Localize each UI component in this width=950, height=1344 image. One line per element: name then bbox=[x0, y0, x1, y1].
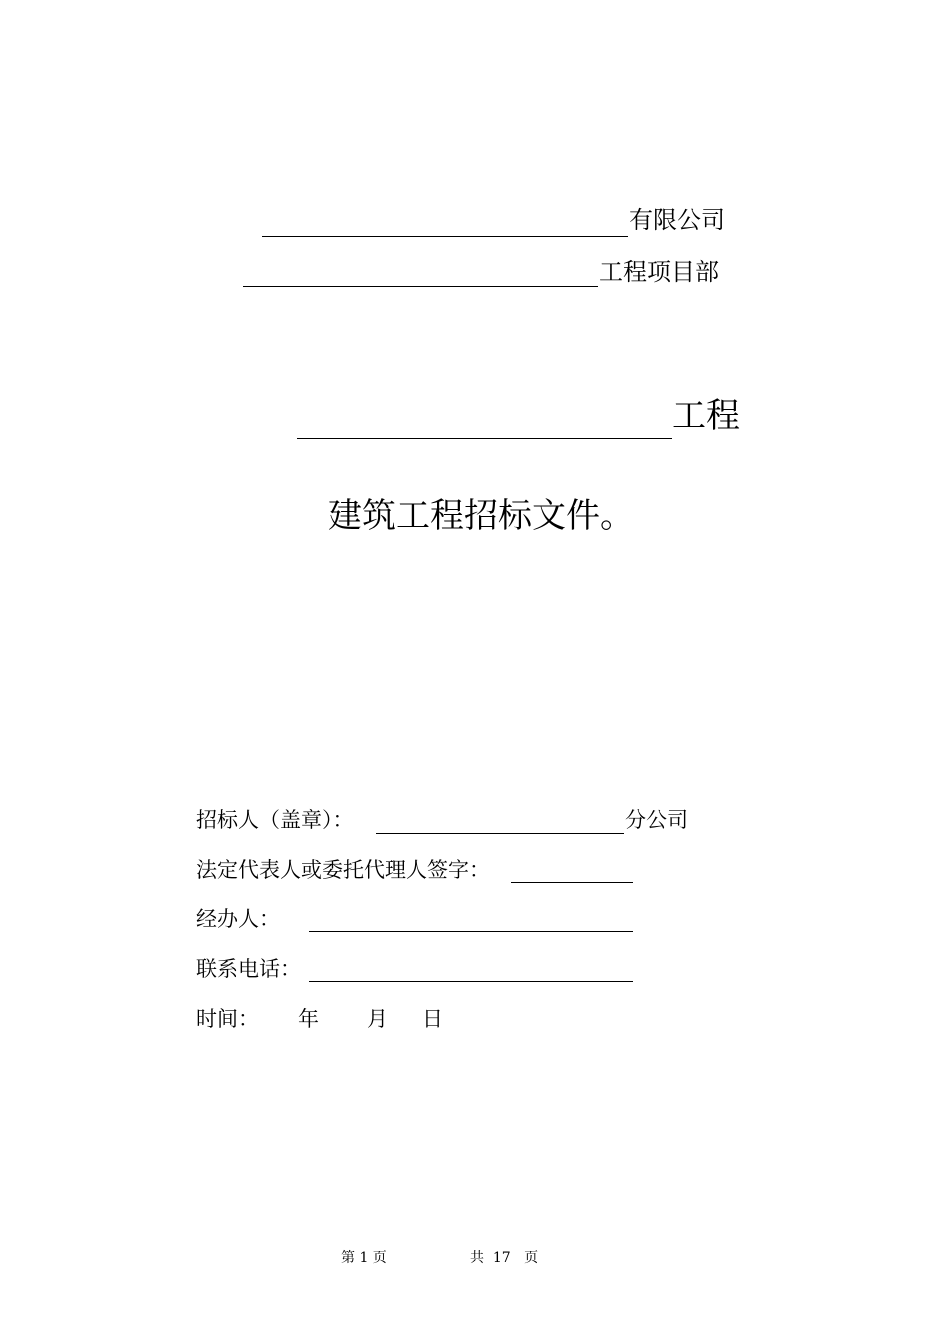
handler-blank[interactable] bbox=[309, 931, 633, 932]
legal-rep-label: 法定代表人或委托代理人签字： bbox=[196, 858, 490, 882]
day-label: 日 bbox=[422, 1007, 443, 1031]
page-number-total: 共 17 页 bbox=[470, 1250, 539, 1266]
legal-rep-signature-blank[interactable] bbox=[511, 882, 633, 883]
month-label: 月 bbox=[367, 1007, 388, 1031]
year-label: 年 bbox=[298, 1007, 319, 1031]
document-title: 建筑工程招标文件。 bbox=[328, 496, 634, 536]
handler-label: 经办人： bbox=[196, 907, 280, 931]
department-suffix: 工程项目部 bbox=[599, 258, 719, 286]
tenderer-blank[interactable] bbox=[376, 833, 624, 834]
phone-blank[interactable] bbox=[309, 981, 633, 982]
department-name-blank[interactable] bbox=[243, 286, 598, 287]
company-name-blank[interactable] bbox=[262, 236, 628, 237]
page-number-current: 第 1 页 bbox=[341, 1250, 387, 1266]
tenderer-suffix: 分公司 bbox=[625, 808, 688, 832]
company-suffix: 有限公司 bbox=[629, 206, 725, 234]
phone-label: 联系电话： bbox=[196, 957, 301, 981]
time-label: 时间： bbox=[196, 1007, 259, 1031]
tenderer-label: 招标人（盖章）： bbox=[196, 808, 354, 832]
project-suffix: 工程 bbox=[672, 396, 740, 436]
project-name-blank[interactable] bbox=[297, 438, 672, 439]
